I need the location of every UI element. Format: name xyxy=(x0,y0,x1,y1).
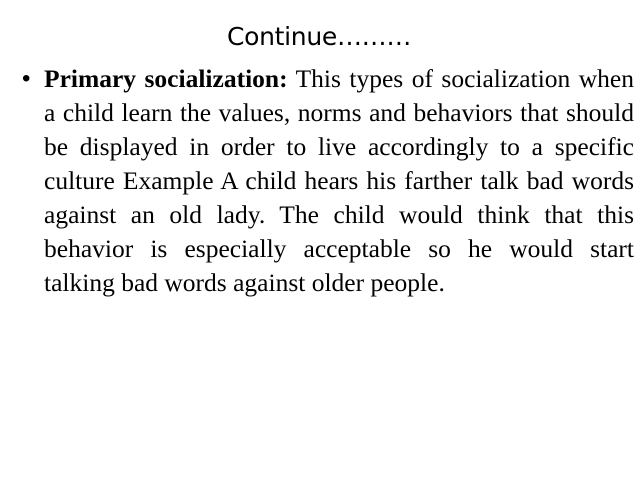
bullet-list xyxy=(22,62,634,300)
bullet-text: This types of socialization when a child learn the values, norms and behaviors that should be displayed in order to live accordingly to a specific culture Example A child hears his farther talk bad words against an old lady. The child would think that this behavior is especially acceptable so he would start talking bad words against older people. xyxy=(44,64,634,297)
bullet-item xyxy=(22,62,634,300)
bullet-term: Primary socialization: xyxy=(44,64,288,93)
bullet-marker: • xyxy=(22,65,31,92)
slide-title: Continue……… xyxy=(226,22,412,51)
